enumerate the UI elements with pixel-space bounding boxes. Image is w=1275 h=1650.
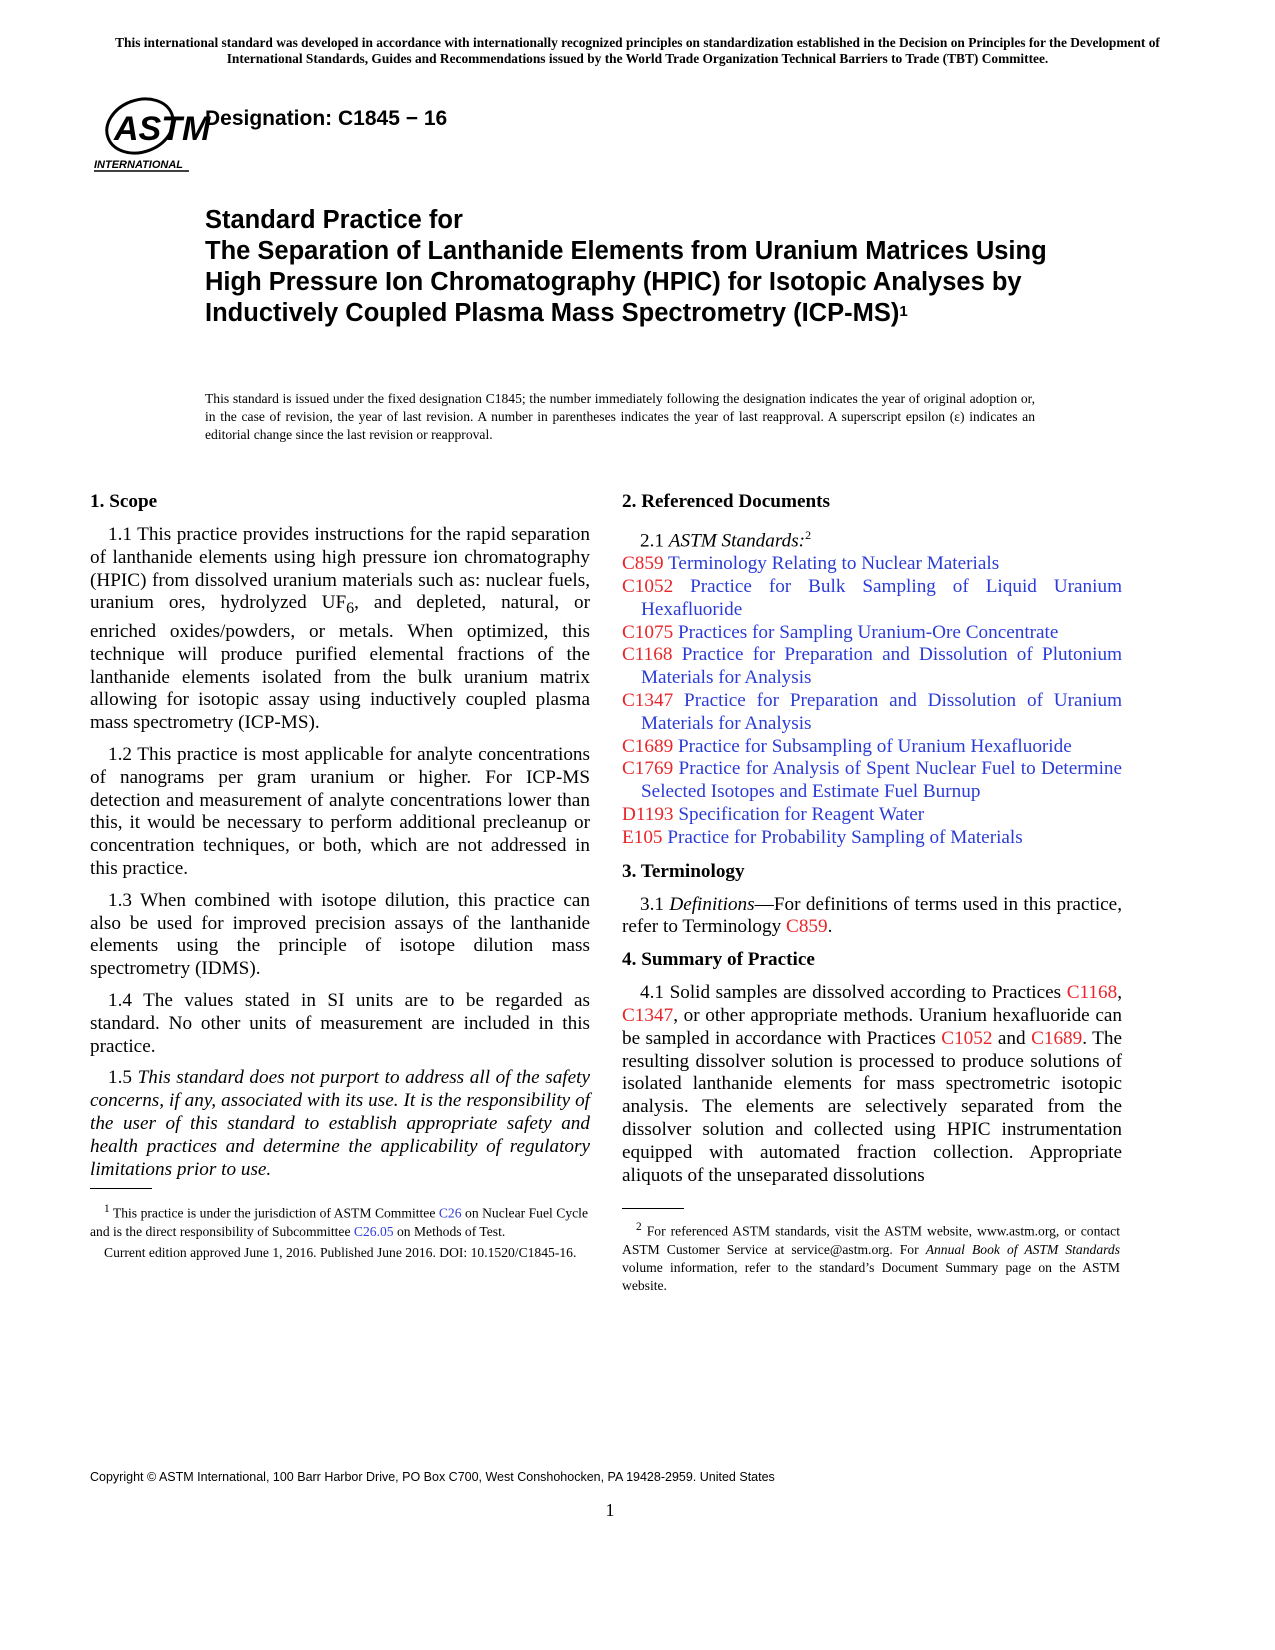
left-column — [90, 490, 590, 1190]
ref-code[interactable]: C1347 — [622, 689, 674, 711]
astm-standards-intro: 2.1 ASTM Standards:$^2$ — [640, 528, 812, 552]
page-number: 1 — [605, 1500, 615, 1520]
ref-code[interactable]: C1689 — [622, 735, 674, 757]
ref-title[interactable]: Practice for Analysis of Spent Nuclear Fuel to Determine Selected Isotopes and Estimate Fuel Burnup — [641, 758, 1123, 803]
ref-title[interactable]: Specification for Reagent Water — [678, 803, 925, 825]
summary-4-1: 4.1 Solid samples are dissolved according to Practices C1168, C1347, or other appropriate methods. Uranium hexafluoride can be sampled in accordance with Practices C1052 and C1689. The resulting dissolver solution is processed to produce solutions of isolated lanthanide elements for mass spectrometric isotopic analysis. The elements are selectively separated from the dissolver solution and collected using HPIC instrumentation equipped with automated fraction collection. Appropriate aliquots of the unseparated dissolutions — [622, 982, 1122, 1186]
right-column — [622, 490, 1122, 1196]
referenced-item[interactable] — [622, 827, 1122, 850]
ref-title[interactable]: Practices for Sampling Uranium-Ore Concentrate — [677, 621, 1059, 643]
scope-1-2: 1.2 This practice is most applicable for analyte concentrations of nanograms per gram uranium or higher. For ICP-MS detection and measurement of analyte concentrations lower than this, it would be necessary to perform additional precleanup or concentration techniques, or both, which are not addressed in this practice. — [90, 744, 590, 879]
document-title — [205, 205, 1055, 329]
link-c1052[interactable]: C1052 — [941, 1027, 993, 1049]
edition-note: Current edition approved June 1, 2016. Published June 2016. DOI: 10.1520/C1845-16. — [104, 1244, 577, 1260]
ref-code[interactable]: E105 — [622, 826, 663, 848]
footnote-rule-right — [622, 1208, 684, 1209]
scope-1-4: 1.4 The values stated in SI units are to be regarded as standard. No other units of measurement are included in this practice. — [90, 989, 590, 1057]
ref-title[interactable]: Terminology Relating to Nuclear Materials — [668, 553, 1000, 575]
referenced-list — [622, 553, 1122, 849]
link-c1347[interactable]: C1347 — [622, 1004, 674, 1026]
ref-code[interactable]: D1193 — [622, 803, 674, 825]
scope-1-1: 1.1 This practice provides instructions for the rapid separation of lanthanide elements using high pressure ion chromatography (HPIC) from dissolved uranium materials such as: nuclear fuels, uranium ores, hydrolyzed $UF_6$, and depleted, natural, or enriched oxides/powders, or metals. When optimized, this technique will produce purified elemental fractions of the lanthanide elements isolated from the bulk uranium matrix allowing for isotopic assay using inductively coupled plasma mass spectrometry (ICP-MS). — [90, 524, 590, 734]
ref-code[interactable]: C1769 — [622, 758, 674, 780]
link-c1168[interactable]: C1168 — [1066, 982, 1118, 1004]
scope-1-5: 1.5 This standard does not purport to address all of the safety concerns, if any, associated with its use. It is the responsibility of the user of this standard to establish appropriate safety and health practices and determine the applicability of regulatory limitations prior to use. — [90, 1067, 591, 1180]
referenced-item[interactable] — [622, 736, 1122, 759]
title-line1: Standard Practice for — [205, 206, 463, 234]
summary-heading: 4. Summary of Practice — [622, 949, 815, 971]
copyright: Copyright © ASTM International, 100 Barr Harbor Drive, PO Box C700, West Conshohocken, PA 19428-2959. United States — [90, 1470, 775, 1484]
footnote-2: $^2$ For referenced ASTM standards, visit the ASTM website, www.astm.org, or contact ASTM Customer Service at service@astm.org. For Annual Book of ASTM Standards volume information, refer to the standard’s Document Summary page on the ASTM website. — [622, 1221, 1120, 1293]
issued-note: This standard is issued under the fixed designation C1845; the number immediately following the designation indicates the year of original adoption or, in the case of revision, the year of last revision. A number in parentheses indicates the year of last reapproval. A superscript epsilon (ε) indicates an editorial change since the last revision or reapproval. — [205, 391, 1035, 442]
svg-text:ASTM: ASTM — [114, 110, 211, 148]
link-c26[interactable]: C26 — [438, 1205, 462, 1221]
referenced-item[interactable] — [622, 576, 1122, 622]
ref-title[interactable]: Practice for Preparation and Dissolution of Plutonium Materials for Analysis — [641, 644, 1123, 689]
scope-1-3: 1.3 When combined with isotope dilution, this practice can also be used for improved precision assays of the lanthanide elements using the principle of isotope dilution mass spectrometry (IDMS). — [90, 889, 590, 980]
referenced-item[interactable] — [622, 644, 1122, 690]
ref-title[interactable]: Practice for Preparation and Dissolution of Uranium Materials for Analysis — [641, 689, 1122, 734]
astm-logo-icon — [92, 90, 211, 180]
ref-code[interactable]: C1168 — [622, 644, 673, 666]
designation: Designation: C1845 − 16 — [205, 107, 448, 130]
ref-title[interactable]: Practice for Bulk Sampling of Liquid Uranium Hexafluoride — [641, 575, 1122, 620]
ref-code[interactable]: C1075 — [622, 621, 674, 643]
scope-heading: 1. Scope — [90, 491, 158, 512]
tbt-notice: This international standard was developed in accordance with internationally recognized principles on standardization established in the Decision on Principles for the Development of International Standards, Guides and Recommendations issued by the World Trade Organization Technical Barriers to Trade (TBT) Committee. — [115, 35, 1160, 66]
ref-code[interactable]: C859 — [622, 553, 664, 575]
title-footnote-mark[interactable]: 1 — [899, 303, 908, 320]
referenced-item[interactable] — [622, 758, 1122, 804]
referenced-item[interactable] — [622, 553, 1122, 576]
footnote-1: $^1$ This practice is under the jurisdiction of ASTM Committee C26 on Nuclear Fuel Cycle and is the direct responsibility of Subcommittee C26.05 on Methods of Test. Current edition approved June 1, 2016. Published June 2016. DOI: 10.1520/C1845-16. — [90, 1203, 588, 1260]
footnote-rule-left — [90, 1188, 152, 1189]
referenced-item[interactable] — [622, 804, 1122, 827]
svg-text:INTERNATIONAL: INTERNATIONAL — [94, 159, 184, 171]
referenced-heading: 2. Referenced Documents — [622, 491, 830, 512]
link-c1689[interactable]: C1689 — [1031, 1027, 1083, 1049]
terminology-3-1: 3.1 Definitions—For definitions of terms used in this practice, refer to Terminology C859. — [622, 893, 1122, 938]
ref-code[interactable]: C1052 — [622, 575, 674, 597]
referenced-item[interactable] — [622, 622, 1122, 645]
link-c859[interactable]: C859 — [786, 916, 828, 938]
ref-title[interactable]: Practice for Probability Sampling of Materials — [667, 826, 1023, 848]
terminology-heading: 3. Terminology — [622, 860, 745, 882]
title-main: The Separation of Lanthanide Elements from Uranium Matrices Using High Pressure Ion Chromatography (HPIC) for Isotopic Analyses by Inductively Coupled Plasma Mass Spectrometry $(ICP-MS)^1$ — [205, 237, 1047, 327]
referenced-item[interactable] — [622, 690, 1122, 736]
link-c26-05[interactable]: C26.05 — [353, 1223, 394, 1239]
ref-title[interactable]: Practice for Subsampling of Uranium Hexafluoride — [677, 735, 1072, 757]
